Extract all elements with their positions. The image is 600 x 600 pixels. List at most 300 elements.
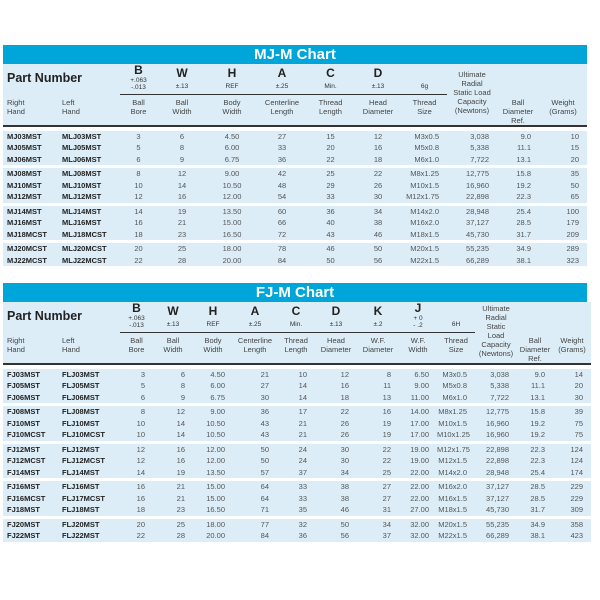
cell-value: 21 [277, 429, 315, 442]
heading-line: Ball [166, 336, 180, 345]
column-subheading [357, 333, 399, 364]
cell-value: 27 [357, 480, 399, 493]
dimension-letter: D [331, 304, 341, 318]
cell-value: 60 [257, 204, 307, 217]
cell-value: 6.00 [207, 142, 257, 154]
cell-value: 14.00 [399, 405, 437, 418]
right-hand-part: FJ12MST [3, 442, 58, 455]
cell-value: 33 [277, 480, 315, 493]
right-hand-part: MJ16MST [3, 217, 58, 229]
cell-value: 10 [120, 180, 157, 192]
cell-value: 10.50 [193, 429, 233, 442]
dimension-letter: J [414, 301, 422, 315]
dimension-heading [315, 302, 357, 333]
cell-value: 55,235 [475, 517, 517, 530]
cell-value: 16 [120, 480, 153, 493]
part-number-heading: Part Number [7, 70, 83, 85]
cell-value: 22.00 [399, 493, 437, 505]
table-row [3, 467, 591, 480]
cell-value: 12 [120, 455, 153, 467]
heading-line: Radial [461, 79, 483, 89]
cell-value: 31.7 [517, 504, 553, 517]
cell-value: 18.00 [193, 517, 233, 530]
cell-value: 8 [157, 142, 207, 154]
table-row [3, 493, 591, 505]
heading-line: Head [327, 336, 345, 345]
ultimate-capacity-heading [447, 64, 497, 126]
cell-value: 19.2 [517, 429, 553, 442]
cell-value: 31.7 [497, 229, 539, 242]
tolerance: ±.13 [166, 321, 180, 328]
heading-line: Diameter [320, 345, 352, 354]
cell-value: 5,338 [447, 142, 497, 154]
cell-value: 66 [257, 217, 307, 229]
cell-value: 16 [120, 217, 157, 229]
dimension-heading [307, 64, 354, 95]
right-hand-part: FJ18MST [3, 504, 58, 517]
dimension-heading [437, 302, 475, 333]
cell-value: 5 [120, 142, 157, 154]
table-row [3, 229, 587, 242]
cell-value: 12 [157, 167, 207, 180]
cell-value: 19.00 [399, 442, 437, 455]
cell-value: 72 [257, 229, 307, 242]
cell-value: 34 [354, 204, 402, 217]
cell-value: 33 [277, 493, 315, 505]
column-subheading [354, 95, 402, 126]
heading-line: Width [408, 345, 428, 354]
heading-line: Ref. [511, 115, 525, 125]
cell-value: 14 [153, 429, 193, 442]
cell-value: M12x1.75 [437, 442, 475, 455]
subheader-row [3, 95, 587, 126]
cell-value: 64 [233, 493, 277, 505]
right-hand-part: MJ20MCST [3, 242, 58, 255]
heading-line: Thread [284, 336, 308, 345]
heading-line: Size [417, 107, 432, 116]
heading-line: Length [270, 107, 294, 116]
cell-value: 124 [553, 442, 591, 455]
cell-value: 18 [120, 504, 153, 517]
left-hand-part: FLJ17MCST [58, 493, 120, 505]
dimension-letter: H [227, 66, 237, 80]
blank-cell [497, 64, 539, 95]
dimension-heading [399, 302, 437, 333]
dimension-heading [120, 64, 157, 95]
cell-value: 17 [277, 405, 315, 418]
cell-value: 10 [120, 429, 153, 442]
cell-value: 30 [354, 191, 402, 204]
cell-value: 43 [307, 229, 354, 242]
left-hand-part: MLJ10MST [58, 180, 120, 192]
header-row [3, 64, 587, 95]
heading-line: Size [448, 345, 464, 354]
cell-value: 8 [120, 167, 157, 180]
cell-value: 22 [354, 167, 402, 180]
cell-value: 12.00 [193, 455, 233, 467]
chart-title: MJ-M Chart [3, 45, 587, 64]
cell-value: 23 [157, 229, 207, 242]
cell-value: 423 [553, 530, 591, 542]
dimension-heading [357, 302, 399, 333]
cell-value: 22.3 [517, 455, 553, 467]
heading-line: Ball [528, 335, 542, 345]
cell-value: 4.50 [207, 131, 257, 143]
cell-value: 15 [307, 131, 354, 143]
left-hand-part: FLJ14MST [58, 467, 120, 480]
tolerance: ±.25 [275, 83, 289, 90]
blank-cell [539, 64, 587, 95]
heading-line: Thread [318, 98, 343, 107]
cell-value: 11.1 [517, 380, 553, 392]
cell-value: 9.00 [399, 380, 437, 392]
cell-value: 30 [315, 442, 357, 455]
cell-value: 7,722 [475, 392, 517, 405]
cell-value: M18x1.5 [437, 504, 475, 517]
cell-value: 19 [357, 418, 399, 430]
dimension-heading [233, 302, 277, 333]
cell-value: 22.3 [497, 191, 539, 204]
cell-value: 35 [277, 504, 315, 517]
cell-value: 43 [233, 418, 277, 430]
cell-value: 12 [354, 131, 402, 143]
cell-value: 64 [233, 480, 277, 493]
cell-value: M12x1.75 [402, 191, 447, 204]
cell-value: 229 [553, 480, 591, 493]
dimension-heading [120, 302, 153, 333]
cell-value: 50 [233, 455, 277, 467]
heading-line: Bore [130, 107, 147, 116]
cell-value: 24 [277, 455, 315, 467]
table-row [3, 242, 587, 255]
heading-line: Ultimate [482, 303, 510, 313]
table-row [3, 142, 587, 154]
cell-value: 9 [157, 154, 207, 167]
cell-value: 19 [357, 429, 399, 442]
left-hand-part: MLJ03MST [58, 131, 120, 143]
tolerance: 6H [451, 321, 461, 328]
heading-line: Ball [175, 98, 189, 107]
column-subheading [399, 333, 437, 364]
cell-value: 19.2 [497, 180, 539, 192]
dimension-heading [207, 64, 257, 95]
cell-value: 21 [277, 418, 315, 430]
cell-value: 20.00 [207, 255, 257, 267]
heading-line: Left [62, 97, 75, 107]
left-hand-part: FLJ10MST [58, 418, 120, 430]
column-subheading [193, 333, 233, 364]
cell-value: 18 [315, 392, 357, 405]
cell-value: 27 [257, 131, 307, 143]
cell-value: 4.50 [193, 369, 233, 381]
column-subheading [315, 333, 357, 364]
cell-value: 6 [157, 131, 207, 143]
heading-line: Ref. [528, 353, 542, 363]
cell-value: M5x0.8 [402, 142, 447, 154]
column-subheading [233, 333, 277, 364]
left-hand-part: FLJ22MST [58, 530, 120, 542]
column-subheading [497, 95, 539, 126]
cell-value: 34 [315, 467, 357, 480]
cell-value: 12,775 [447, 167, 497, 180]
cell-value: 36 [307, 204, 354, 217]
right-hand-part: MJ03MST [3, 131, 58, 143]
cell-value: 26 [354, 180, 402, 192]
left-hand-part: MLJ14MST [58, 204, 120, 217]
cell-value: 16 [354, 142, 402, 154]
heading-line: (Newtons) [454, 106, 490, 116]
cell-value: 16 [153, 442, 193, 455]
tolerance-lower: -.013 [131, 84, 146, 91]
cell-value: 174 [553, 467, 591, 480]
cell-value: 6.75 [207, 154, 257, 167]
cell-value: M8x1.25 [437, 405, 475, 418]
tolerance: Min. [289, 321, 303, 328]
dimension-letter: A [250, 304, 260, 318]
cell-value: 7,722 [447, 154, 497, 167]
cell-value: 9.0 [497, 131, 539, 143]
table-row [3, 418, 591, 430]
cell-value: 75 [553, 418, 591, 430]
cell-value: 21 [233, 369, 277, 381]
cell-value: 16 [120, 493, 153, 505]
cell-value: 17.00 [399, 429, 437, 442]
tolerance-upper: +.063 [130, 77, 147, 84]
cell-value: 84 [233, 530, 277, 542]
cell-value: 56 [315, 530, 357, 542]
cell-value: 45,730 [447, 229, 497, 242]
cell-value: 22,898 [475, 455, 517, 467]
heading-line: Ball [130, 336, 143, 345]
heading-line: Ultimate [458, 70, 486, 80]
cell-value: 23 [153, 504, 193, 517]
heading-line: Diameter [519, 344, 551, 354]
cell-value: 11 [357, 380, 399, 392]
heading-line: Capacity [457, 97, 487, 107]
cell-value: 3 [120, 131, 157, 143]
cell-value: 78 [257, 242, 307, 255]
cell-value: 100 [539, 204, 587, 217]
column-subheading [157, 95, 207, 126]
cell-value: 20 [553, 380, 591, 392]
left-hand-part: MLJ06MST [58, 154, 120, 167]
cell-value: 6 [120, 154, 157, 167]
cell-value: M16x2.0 [402, 217, 447, 229]
cell-value: 10 [277, 369, 315, 381]
cell-value: 55,235 [447, 242, 497, 255]
left-hand-part: FLJ10MCST [58, 429, 120, 442]
cell-value: 71 [233, 504, 277, 517]
dimension-heading [257, 64, 307, 95]
cell-value: 28,948 [475, 467, 517, 480]
cell-value: 66,289 [475, 530, 517, 542]
dimension-heading [153, 302, 193, 333]
cell-value: 28 [153, 530, 193, 542]
cell-value: M22x1.5 [402, 255, 447, 267]
column-subheading [553, 333, 591, 364]
column-subheading [277, 333, 315, 364]
table-row [3, 392, 591, 405]
cell-value: 13.1 [497, 154, 539, 167]
dimension-letter: B [132, 301, 141, 315]
cell-value: 46 [354, 229, 402, 242]
cell-value: M10x1.5 [402, 180, 447, 192]
cell-value: 15.8 [517, 405, 553, 418]
cell-value: 14 [120, 467, 153, 480]
cell-value: 28,948 [447, 204, 497, 217]
cell-value: 3 [120, 369, 153, 381]
cell-value: 46 [315, 504, 357, 517]
dimension-letter: B [134, 63, 143, 77]
tolerance: ±.13 [371, 83, 385, 90]
right-hand-part: MJ06MST [3, 154, 58, 167]
cell-value: 11.00 [399, 392, 437, 405]
dimension-letter: C [326, 66, 335, 80]
cell-value: 37,127 [475, 493, 517, 505]
cell-value: 13.1 [517, 392, 553, 405]
cell-value: 22.00 [399, 480, 437, 493]
cell-value: 27.00 [399, 504, 437, 517]
cell-value: 13 [357, 392, 399, 405]
header-row [3, 302, 591, 333]
cell-value: 20 [120, 242, 157, 255]
cell-value: 5,338 [475, 380, 517, 392]
mj-m-chart [3, 45, 587, 266]
cell-value: 28.5 [517, 480, 553, 493]
heading-line: Head [369, 98, 387, 107]
cell-value: 50 [539, 180, 587, 192]
cell-value: 30 [553, 392, 591, 405]
dimension-letter: K [373, 304, 383, 318]
cell-value: 20 [307, 142, 354, 154]
left-hand-part: FLJ18MST [58, 504, 120, 517]
cell-value: 40 [307, 217, 354, 229]
tolerance: REF [206, 321, 220, 328]
table-row [3, 167, 587, 180]
cell-value: 22.00 [399, 467, 437, 480]
tolerance-lower: - .2 [413, 322, 423, 329]
table-row [3, 180, 587, 192]
left-hand-part: MLJ22MCST [58, 255, 120, 267]
cell-value: 50 [307, 255, 354, 267]
right-hand-part: MJ14MST [3, 204, 58, 217]
table-row [3, 369, 591, 381]
cell-value: 6 [153, 369, 193, 381]
cell-value: M20x1.5 [437, 517, 475, 530]
column-subheading [437, 333, 475, 364]
cell-value: 12 [120, 442, 153, 455]
cell-value: M18x1.5 [402, 229, 447, 242]
cell-value: 323 [539, 255, 587, 267]
table-row [3, 255, 587, 267]
heading-line: Width [172, 107, 192, 116]
tolerance: ±.2 [373, 321, 383, 328]
cell-value: 25.4 [517, 467, 553, 480]
cell-value: 25 [307, 167, 354, 180]
left-hand-part: MLJ12MST [58, 191, 120, 204]
left-hand-part: FLJ08MST [58, 405, 120, 418]
heading-line: W.F. [370, 336, 386, 345]
cell-value: 28.5 [517, 493, 553, 505]
cell-value: 8 [153, 380, 193, 392]
right-hand-part: FJ08MST [3, 405, 58, 418]
column-subheading [3, 95, 58, 126]
cell-value: M10x1.5 [437, 418, 475, 430]
heading-line: Load [487, 330, 505, 340]
dimension-heading [157, 64, 207, 95]
cell-value: 35 [539, 167, 587, 180]
cell-value: 34.9 [497, 242, 539, 255]
cell-value: 25 [157, 242, 207, 255]
dimension-heading [354, 64, 402, 95]
heading-line: Hand [7, 344, 25, 354]
cell-value: 358 [553, 517, 591, 530]
cell-value: 18 [120, 229, 157, 242]
cell-value: 10 [539, 131, 587, 143]
right-hand-part: MJ12MST [3, 191, 58, 204]
column-subheading [120, 95, 157, 126]
column-subheading [257, 95, 307, 126]
cell-value: 15.00 [193, 480, 233, 493]
cell-value: M16x2.0 [437, 480, 475, 493]
right-hand-part: FJ03MST [3, 369, 58, 381]
left-hand-part: FLJ05MST [58, 380, 120, 392]
right-hand-part: FJ16MST [3, 480, 58, 493]
tolerance-upper: +.063 [128, 315, 145, 322]
dimension-letter: W [176, 66, 188, 80]
cell-value: 22.3 [517, 442, 553, 455]
heading-line: Right [7, 97, 25, 107]
ultimate-capacity-heading [475, 302, 517, 364]
table-row [3, 380, 591, 392]
cell-value: 56 [354, 255, 402, 267]
cell-value: 9.0 [517, 369, 553, 381]
heading-line: Diameter [502, 106, 534, 116]
heading-line: Right [7, 335, 25, 345]
cell-value: 20 [120, 517, 153, 530]
right-hand-part: MJ10MST [3, 180, 58, 192]
table-row [3, 204, 587, 217]
right-hand-part: MJ05MST [3, 142, 58, 154]
cell-value: M3x0.5 [437, 369, 475, 381]
cell-value: 42 [257, 167, 307, 180]
left-hand-part: FLJ12MST [58, 442, 120, 455]
column-subheading [153, 333, 193, 364]
table-row [3, 131, 587, 143]
dimension-letter: H [208, 304, 218, 318]
cell-value: 29 [307, 180, 354, 192]
cell-value: 28.5 [497, 217, 539, 229]
cell-value: 22 [357, 442, 399, 455]
cell-value: 33 [257, 142, 307, 154]
cell-value: 77 [233, 517, 277, 530]
cell-value: 6.75 [193, 392, 233, 405]
cell-value: 14 [277, 392, 315, 405]
cell-value: M12x1.5 [437, 455, 475, 467]
cell-value: 10.50 [193, 418, 233, 430]
cell-value: 37,127 [447, 217, 497, 229]
cell-value: 24 [277, 442, 315, 455]
cell-value: 15.00 [193, 493, 233, 505]
heading-line: Centerline [264, 98, 300, 107]
mj-m-table [3, 64, 587, 266]
tolerance: REF [225, 83, 239, 90]
cell-value: 22,898 [475, 442, 517, 455]
dimension-heading [277, 302, 315, 333]
heading-line: Hand [7, 106, 25, 116]
heading-line: Body [223, 98, 241, 107]
cell-value: 20 [539, 154, 587, 167]
